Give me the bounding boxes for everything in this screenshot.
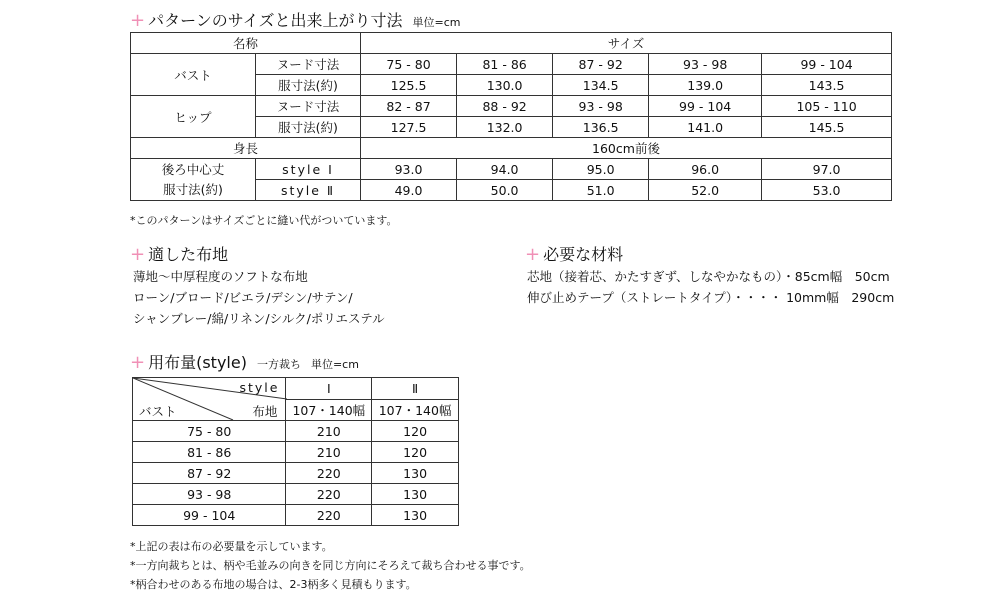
corner-bust-label: バスト [139,404,177,419]
table-cell: 145.5 [762,117,892,138]
height-label: 身長 [131,138,361,159]
table-cell: 51.0 [553,180,649,201]
table-cell: 130 [372,505,459,526]
back-length-label-2: 服寸法(約) [163,181,223,197]
table-cell: 210 [286,421,372,442]
table-cell: 141.0 [649,117,762,138]
table-cell: 130 [372,463,459,484]
table-cell: 105 - 110 [762,96,892,117]
table-cell: 120 [372,442,459,463]
back-length-label-1: 後ろ中心丈 [161,161,225,177]
table-row [133,442,459,463]
bust-label: バスト [131,54,256,96]
col-header-1: Ⅰ [286,378,372,400]
seam-allowance-note: *このパターンはサイズごとに縫い代がついています。 [130,214,398,227]
finished-label: 服寸法(約) [256,117,361,138]
table-cell: 127.5 [361,117,457,138]
finished-label: 服寸法(約) [256,75,361,96]
size-section-title: パターンのサイズと出来上がり寸法 [148,11,403,30]
size-unit: 単位=cm [412,16,461,29]
fabric-section-heading [130,242,228,265]
table-cell: 49.0 [361,180,457,201]
yardage-note: *柄合わせのある布地の場合は、2-3柄多く見積もります。 [130,578,417,591]
table-row [133,463,459,484]
table-cell: 88 - 92 [457,96,553,117]
materials-section-title: 必要な材料 [543,245,624,264]
size-cell: 81 - 86 [133,442,286,463]
table-cell: 143.5 [762,75,892,96]
table-cell: 220 [286,484,372,505]
table-cell: 94.0 [457,159,553,180]
plus-icon: + [525,244,541,265]
corner-fabric-label: 布地 [252,404,278,419]
width-2: 107・140幅 [372,399,459,421]
yardage-unit: 単位=cm [310,358,359,371]
fabric-line: ローン/ブロード/ビエラ/デシン/サテン/ [133,290,353,305]
table-row [133,484,459,505]
plus-icon: + [130,352,146,373]
nude-label: ヌード寸法 [256,54,361,75]
material-line: 伸び止めテープ（ストレートタイプ）・・・・ 10mm幅 290cm [527,290,895,305]
material-line: 芯地（接着芯、かたすぎず、しなやかなもの）・85cm幅 50cm [527,269,890,284]
table-cell: 75 - 80 [361,54,457,75]
table-cell: 130.0 [457,75,553,96]
size-cell: 75 - 80 [133,421,286,442]
hip-label: ヒップ [131,96,256,138]
table-row [133,421,459,442]
table-cell: 125.5 [361,75,457,96]
size-cell: 87 - 92 [133,463,286,484]
plus-icon: + [130,10,146,31]
table-cell: 93 - 98 [553,96,649,117]
style1-label: style Ⅰ [256,159,361,180]
fabric-line: シャンブレー/綿/リネン/シルク/ポリエステル [133,311,385,326]
table-cell: 52.0 [649,180,762,201]
size-header: サイズ [361,33,892,54]
table-cell: 93 - 98 [649,54,762,75]
table-row [131,54,892,75]
table-row [131,96,892,117]
table-cell: 132.0 [457,117,553,138]
table-cell: 139.0 [649,75,762,96]
table-cell: 50.0 [457,180,553,201]
size-section-heading [130,8,460,31]
nude-label: ヌード寸法 [256,96,361,117]
plus-icon: + [130,244,146,265]
table-cell: 136.5 [553,117,649,138]
height-value: 160cm前後 [361,138,892,159]
yardage-note: *上記の表は布の必要量を示しています。 [130,540,333,553]
fabric-line: 薄地〜中厚程度のソフトな布地 [133,269,308,284]
table-cell: 87 - 92 [553,54,649,75]
table-cell: 81 - 86 [457,54,553,75]
table-cell: 99 - 104 [649,96,762,117]
corner-style-label: style [239,380,280,395]
table-cell: 130 [372,484,459,505]
materials-section-heading [525,242,623,265]
table-row [131,159,892,180]
table-cell: 93.0 [361,159,457,180]
yardage-table [132,377,459,526]
corner-cell [133,378,286,421]
table-cell: 97.0 [762,159,892,180]
fabric-list [133,266,385,329]
size-cell: 93 - 98 [133,484,286,505]
table-cell: 53.0 [762,180,892,201]
table-cell: 96.0 [649,159,762,180]
table-row [133,505,459,526]
yardage-note: *一方向裁ちとは、柄や毛並みの向きを同じ方向にそろえて裁ち合わせる事です。 [130,559,531,572]
yardage-section-title: 用布量(style) [148,353,247,372]
table-cell: 82 - 87 [361,96,457,117]
style2-label: style Ⅱ [256,180,361,201]
table-cell: 220 [286,505,372,526]
width-1: 107・140幅 [286,399,372,421]
size-cell: 99 - 104 [133,505,286,526]
table-cell: 134.5 [553,75,649,96]
table-cell: 99 - 104 [762,54,892,75]
one-way-cut-label: 一方裁ち [256,358,301,371]
back-length-label [131,159,256,201]
size-table [130,32,892,201]
col-header-2: Ⅱ [372,378,459,400]
table-row [131,138,892,159]
table-cell: 220 [286,463,372,484]
materials-list [527,266,894,308]
table-cell: 95.0 [553,159,649,180]
fabric-section-title: 適した布地 [148,245,229,264]
table-cell: 120 [372,421,459,442]
name-header: 名称 [131,33,361,54]
table-cell: 210 [286,442,372,463]
yardage-section-heading [130,350,359,373]
